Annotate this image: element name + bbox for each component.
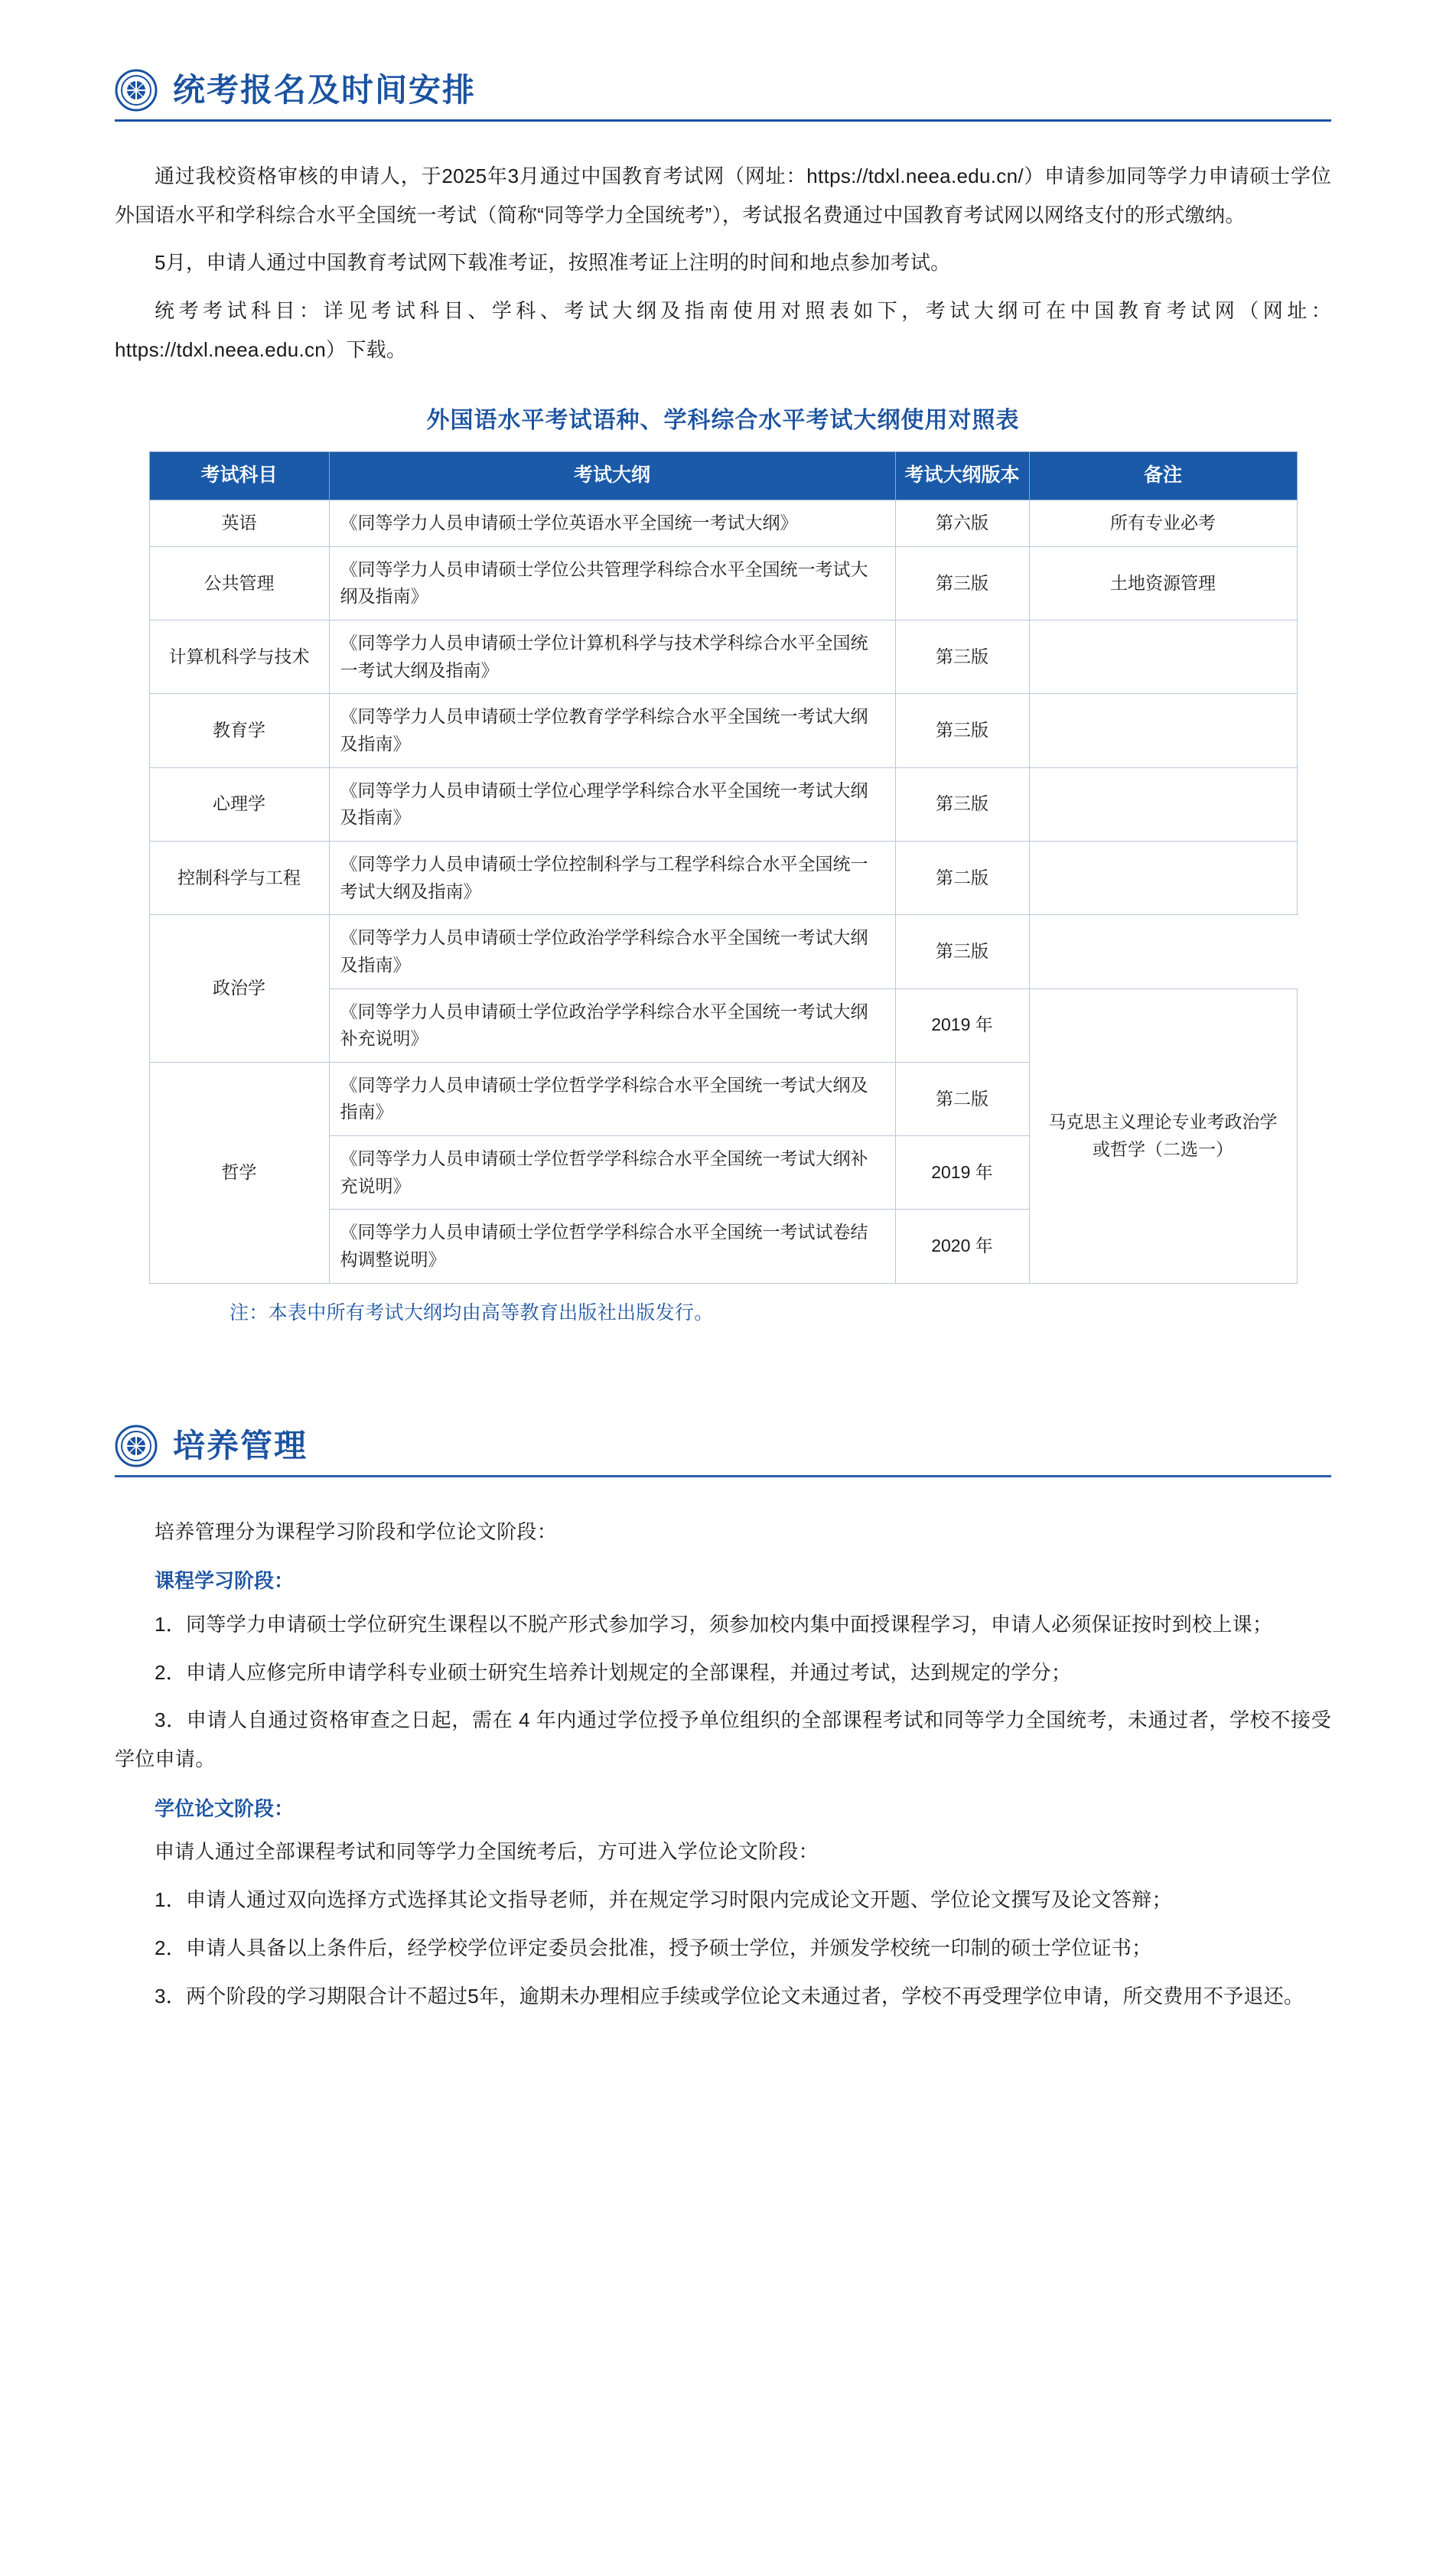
cell-subject: 控制科学与工程 bbox=[149, 841, 329, 914]
cell-outline: 《同等学力人员申请硕士学位心理学学科综合水平全国统一考试大纲及指南》 bbox=[329, 767, 895, 841]
list-item-course-3: 3．申请人自通过资格审查之日起，需在 4 年内通过学位授予单位组织的全部课程考试和同等学力全国统考，未通过者，学校不接受学位申请。 bbox=[115, 1708, 1331, 1771]
cell-version: 第三版 bbox=[895, 767, 1029, 841]
cell-version: 第三版 bbox=[895, 620, 1029, 694]
paragraph-exam-3: 统考考试科目：详见考试科目、学科、考试大纲及指南使用对照表如下，考试大纲可在中国教育考试网（网址：https://tdxl.neea.edu.cn）下载。 bbox=[115, 299, 1331, 361]
university-emblem-icon bbox=[115, 1425, 158, 1467]
cell-outline: 《同等学力人员申请硕士学位计算机科学与技术学科综合水平全国统一考试大纲及指南》 bbox=[329, 620, 895, 694]
cell-outline: 《同等学力人员申请硕士学位哲学学科综合水平全国统一考试大纲补充说明》 bbox=[329, 1136, 895, 1210]
column-header-version: 考试大纲版本 bbox=[895, 452, 1029, 500]
cell-outline: 《同等学力人员申请硕士学位控制科学与工程学科综合水平全国统一考试大纲及指南》 bbox=[329, 841, 895, 914]
section-title-training: 培养管理 bbox=[173, 1427, 308, 1464]
list-item-course-2: 2．申请人应修完所申请学科专业硕士研究生培养计划规定的全部课程，并通过考试，达到规定的学分； bbox=[155, 1660, 1072, 1684]
paragraph-exam-1: 通过我校资格审核的申请人，于2025年3月通过中国教育考试网（网址：https://tdxl.neea.edu.cn/）申请参加同等学力申请硕士学位外国语水平和学科综合水平全国统一考试（简称“同等学力全国统考”），考试报名费通过中国教育考试网以网络支付的形式缴纳。 bbox=[115, 164, 1331, 226]
cell-subject: 英语 bbox=[149, 500, 329, 547]
cell-outline: 《同等学力人员申请硕士学位哲学学科综合水平全国统一考试大纲及指南》 bbox=[329, 1062, 895, 1135]
cell-version: 2019 年 bbox=[895, 1136, 1029, 1210]
cell-outline: 《同等学力人员申请硕士学位公共管理学科综合水平全国统一考试大纲及指南》 bbox=[329, 546, 895, 620]
cell-version: 2020 年 bbox=[895, 1210, 1029, 1283]
cell-subject: 公共管理 bbox=[149, 546, 329, 620]
cell-note bbox=[1029, 620, 1297, 694]
paragraph-training-intro: 培养管理分为课程学习阶段和学位论文阶段： bbox=[155, 1519, 558, 1543]
table-row bbox=[149, 620, 1297, 694]
cell-outline: 《同等学力人员申请硕士学位哲学学科综合水平全国统一考试试卷结构调整说明》 bbox=[329, 1210, 895, 1283]
table-title: 外国语水平考试语种、学科综合水平考试大纲使用对照表 bbox=[426, 408, 1020, 434]
table-body bbox=[149, 500, 1297, 1283]
cell-subject: 教育学 bbox=[149, 694, 329, 767]
column-header-outline: 考试大纲 bbox=[329, 452, 895, 500]
subheading-course-stage: 课程学习阶段： bbox=[155, 1569, 295, 1593]
table-header-row bbox=[149, 452, 1297, 500]
cell-outline: 《同等学力人员申请硕士学位英语水平全国统一考试大纲》 bbox=[329, 500, 895, 547]
cell-version: 第二版 bbox=[895, 1062, 1029, 1135]
section-header-exam-registration bbox=[115, 69, 1331, 112]
header-divider bbox=[115, 1475, 1331, 1477]
exam-outline-table bbox=[149, 451, 1298, 1283]
list-item-thesis-3: 3．两个阶段的学习期限合计不超过5年，逾期未办理相应手续或学位论文未通过者，学校不再受理学位申请，所交费用不予退还。 bbox=[155, 1984, 1304, 2008]
cell-note: 土地资源管理 bbox=[1029, 546, 1297, 620]
cell-outline: 《同等学力人员申请硕士学位教育学学科综合水平全国统一考试大纲及指南》 bbox=[329, 694, 895, 767]
subheading-thesis-stage: 学位论文阶段： bbox=[155, 1796, 295, 1820]
cell-note bbox=[1029, 767, 1297, 841]
table-row bbox=[149, 767, 1297, 841]
header-divider bbox=[115, 119, 1331, 122]
page-title: 统考报名及时间安排 bbox=[173, 72, 477, 108]
list-item-thesis-1: 1．申请人通过双向选择方式选择其论文指导老师，并在规定学习时限内完成论文开题、学位论文撰写及论文答辩； bbox=[155, 1888, 1172, 1912]
cell-version: 第三版 bbox=[895, 915, 1029, 988]
table-row bbox=[149, 546, 1297, 620]
university-emblem-icon bbox=[115, 69, 158, 112]
cell-subject: 政治学 bbox=[149, 915, 329, 1063]
cell-note bbox=[1029, 694, 1297, 767]
table-row bbox=[149, 841, 1297, 914]
table-footnote: 注：本表中所有考试大纲均由高等教育出版社出版发行。 bbox=[230, 1301, 714, 1324]
cell-subject: 计算机科学与技术 bbox=[149, 620, 329, 694]
section-spacer bbox=[115, 1325, 1331, 1425]
cell-subject: 哲学 bbox=[149, 1062, 329, 1283]
cell-note: 马克思主义理论专业考政治学或哲学（二选一） bbox=[1029, 988, 1297, 1283]
list-item-course-1: 1．同等学力申请硕士学位研究生课程以不脱产形式参加学习，须参加校内集中面授课程学习，申请人必须保证按时到校上课； bbox=[155, 1613, 1273, 1636]
cell-subject: 心理学 bbox=[149, 767, 329, 841]
column-header-note: 备注 bbox=[1029, 452, 1297, 500]
cell-version: 第三版 bbox=[895, 694, 1029, 767]
list-item-thesis-2: 2．申请人具备以上条件后，经学校学位评定委员会批准，授予硕士学位，并颁发学校统一印制的硕士学位证书； bbox=[155, 1936, 1152, 1959]
cell-note: 所有专业必考 bbox=[1029, 500, 1297, 547]
column-header-subject: 考试科目 bbox=[149, 452, 329, 500]
table-row bbox=[149, 500, 1297, 547]
paragraph-thesis-intro: 申请人通过全部课程考试和同等学力全国统考后，方可进入学位论文阶段： bbox=[155, 1840, 819, 1864]
table-row bbox=[149, 915, 1297, 988]
paragraph-exam-2: 5月，申请人通过中国教育考试网下载准考证，按照准考证上注明的时间和地点参加考试。 bbox=[155, 251, 951, 275]
section-header-training-management bbox=[115, 1425, 1331, 1467]
cell-outline: 《同等学力人员申请硕士学位政治学学科综合水平全国统一考试大纲及指南》 bbox=[329, 915, 895, 988]
cell-version: 第六版 bbox=[895, 500, 1029, 547]
cell-outline: 《同等学力人员申请硕士学位政治学学科综合水平全国统一考试大纲补充说明》 bbox=[329, 988, 895, 1062]
cell-note bbox=[1029, 841, 1297, 914]
table-row bbox=[149, 694, 1297, 767]
cell-version: 2019 年 bbox=[895, 988, 1029, 1062]
cell-version: 第三版 bbox=[895, 546, 1029, 620]
cell-version: 第二版 bbox=[895, 841, 1029, 914]
